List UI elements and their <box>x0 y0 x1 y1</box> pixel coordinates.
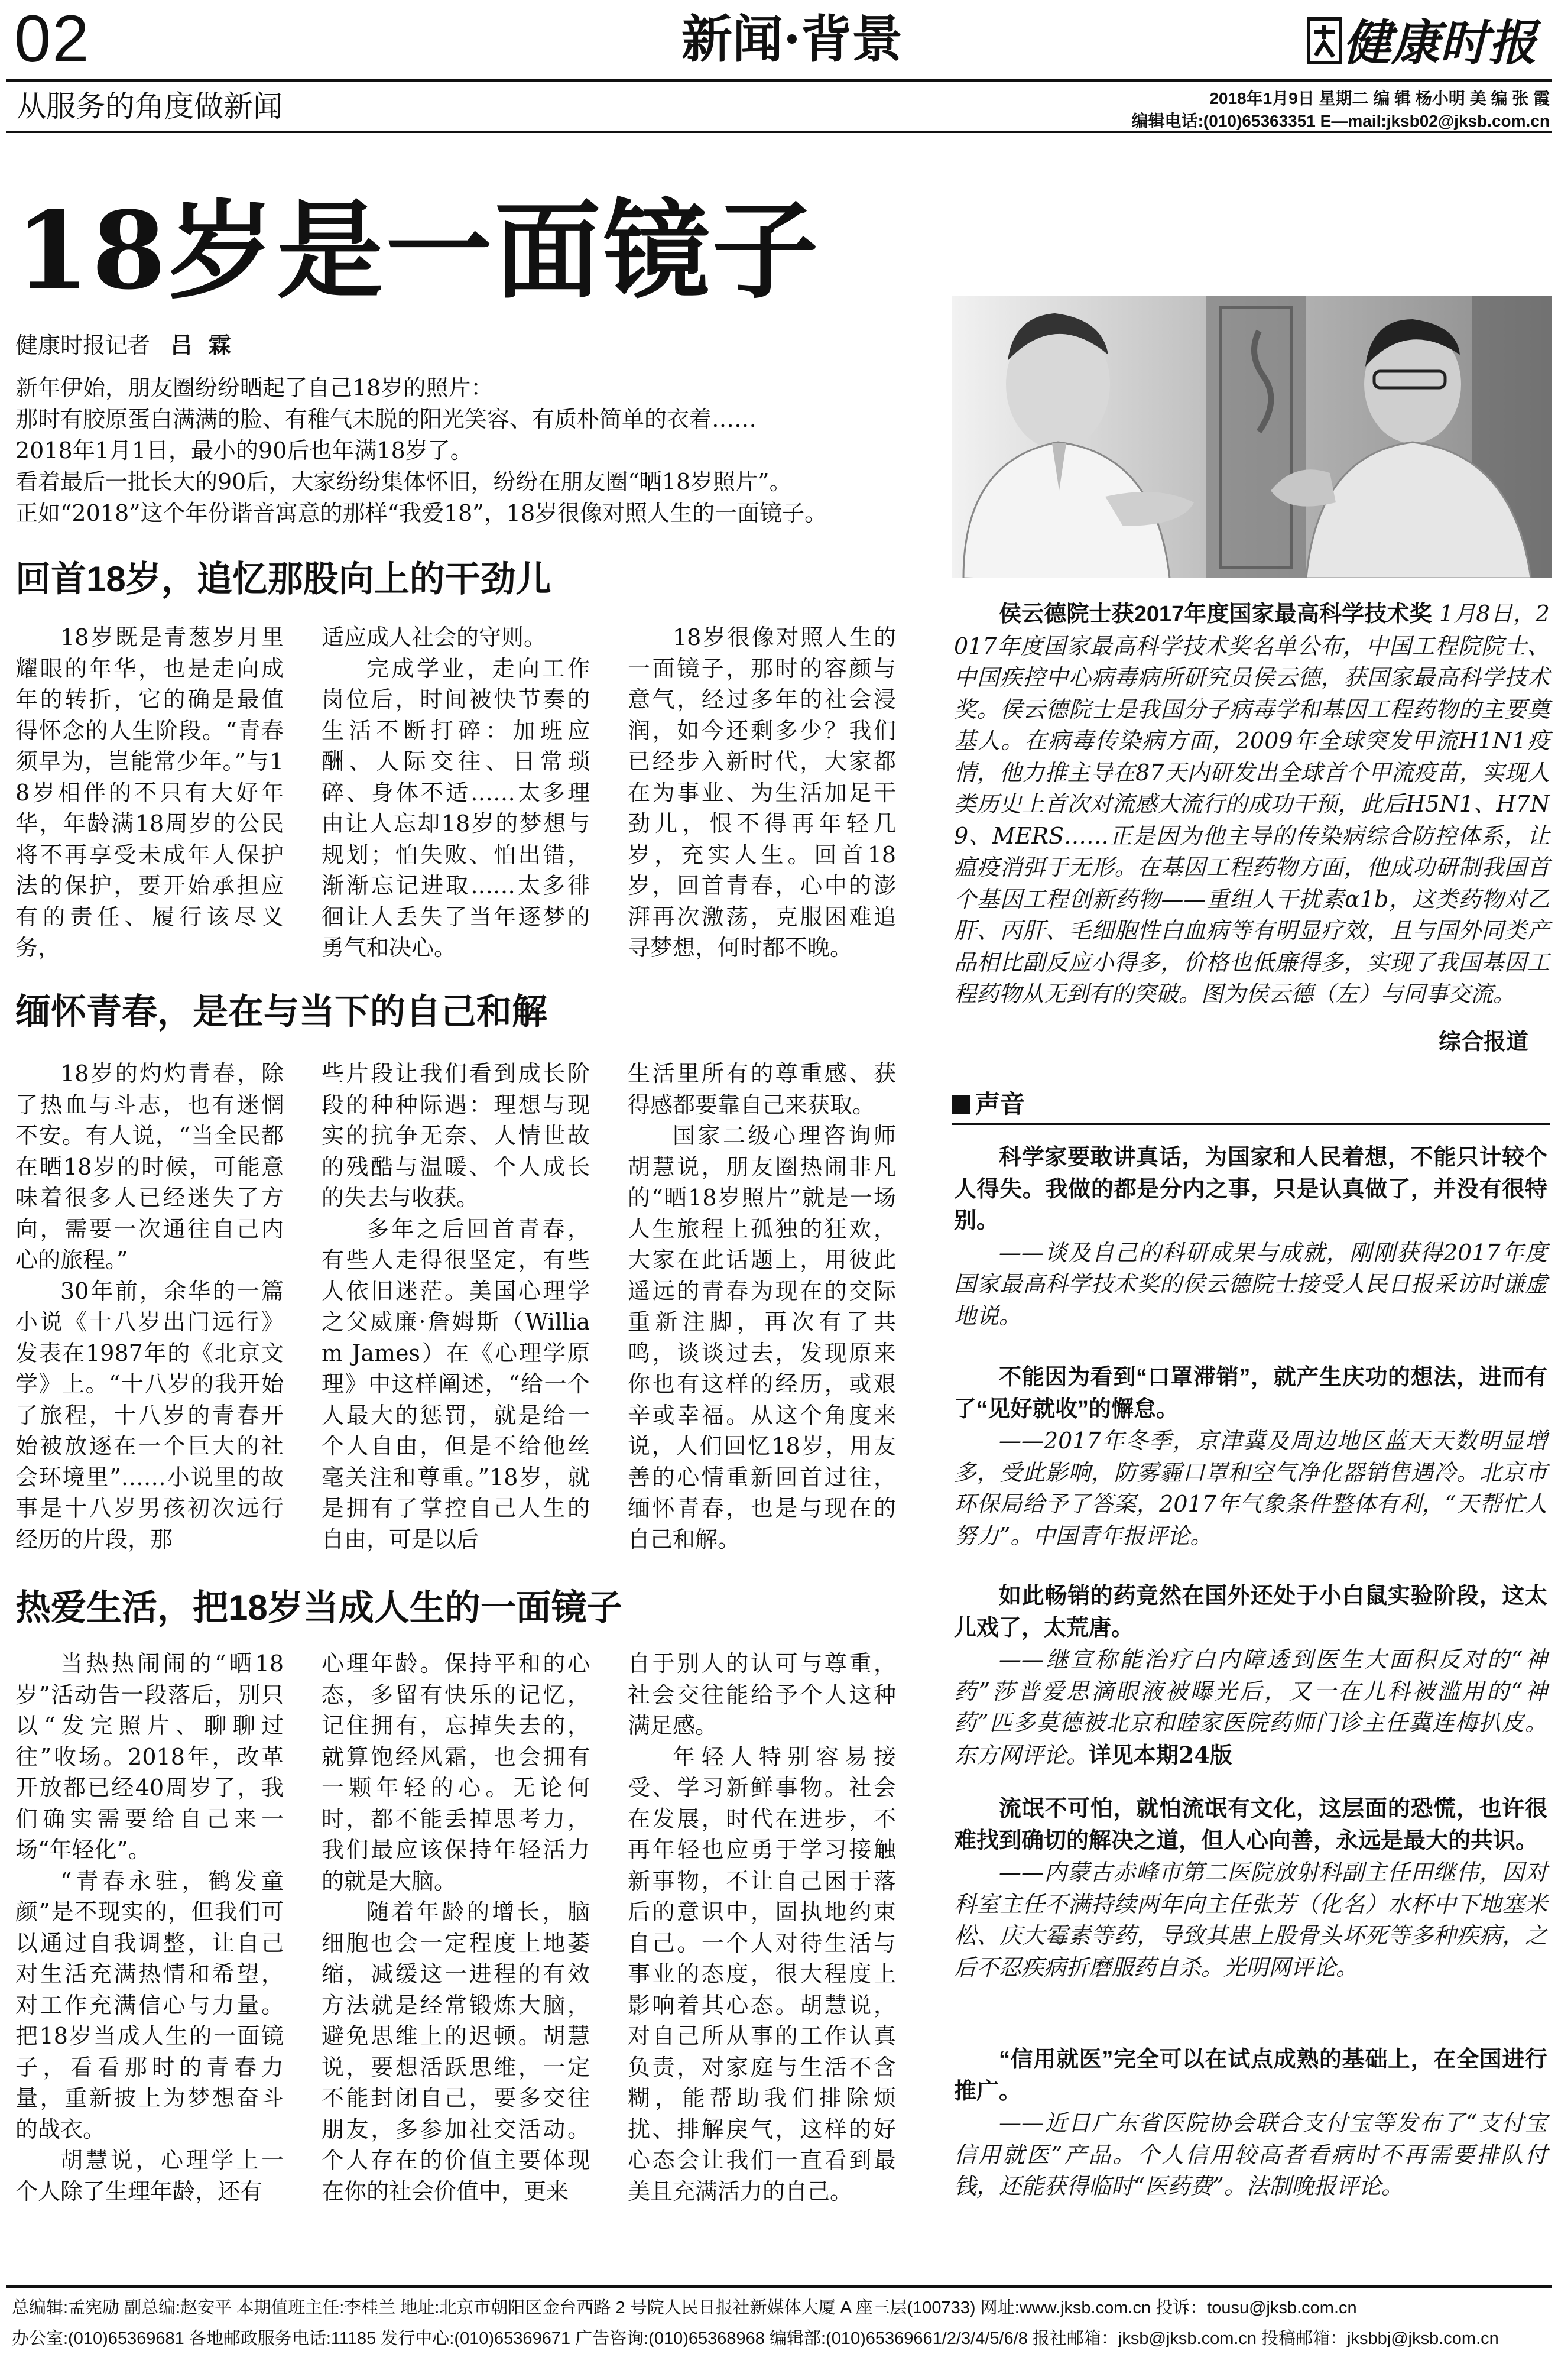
article-column <box>15 1648 284 2207</box>
section-heading: 热爱生活，把18岁当成人生的一面镜子 <box>15 1588 622 1627</box>
paragraph: 自于别人的认可与尊重，社会交往能给予个人这种满足感。 <box>628 1651 896 1739</box>
news-photo <box>952 296 1552 578</box>
caption-source: 综合报道 <box>1438 1030 1528 1055</box>
byline-name: 吕 霖 <box>170 333 236 358</box>
section-tagline: 从服务的角度做新闻 <box>17 90 283 123</box>
square-bullet-icon <box>952 1095 970 1114</box>
article-column <box>628 1058 896 1555</box>
article-column <box>322 1648 590 2207</box>
paragraph: 18岁既是青葱岁月里耀眼的年华，也是走向成年的转折，它的确是最值得怀念的人生阶段。“青春须早为，岂能常少年。”与18岁相伴的不只有大好年华，年龄满18周岁的公民将不再享受未成年人保护法的保护，要开始承担应有的责任、履行该尽义务， <box>15 624 284 961</box>
issue-meta <box>1132 87 1550 132</box>
paragraph: 30年前，余华的一篇小说《十八岁出门远行》发表在1987年的《北京文学》上。“十八岁的我开始了旅程，十八岁的青春开始被放逐在一个巨大的社会环境里”……小说里的故事是十八岁男孩初次远行经历的片段，那 <box>15 1277 284 1552</box>
paragraph: 随着年龄的增长，脑细胞也会一定程度上地萎缩，减缓这一进程的有效方法就是经常锻炼大脑，避免思维上的迟顿。胡慧说，要想活跃思维，一定不能封闭自己，要多交往朋友，多参加社交活动。个人存在的价值主要体现在你的社会价值中，更来 <box>322 1899 590 2204</box>
section-heading: 回首18岁，追忆那股向上的干劲儿 <box>15 559 551 599</box>
section-heading: 缅怀青春，是在与当下的自己和解 <box>15 992 547 1032</box>
voice-source <box>954 1237 1547 1332</box>
voice-source <box>954 2107 1547 2203</box>
masthead-rule-bottom <box>6 131 1552 133</box>
voice-item <box>954 2044 1547 2203</box>
footer-rule <box>6 2285 1552 2288</box>
paragraph: 胡慧说，心理学上一个人除了生理年龄，还有 <box>15 2147 284 2204</box>
intro-line: 2018年1月1日，最小的90后也年满18岁了。 <box>15 437 473 463</box>
paragraph: 心理年龄。保持平和的心态，多留有快乐的记忆，记住拥有，忘掉失去的，就算饱经风霜，也会拥有一颗年轻的心。无论何时，都不能丢掉思考力，我们最应该保持年轻活力的就是大脑。 <box>322 1651 590 1894</box>
voice-item <box>954 1581 1547 1771</box>
voice-source <box>954 1425 1547 1552</box>
footer-line: 办公室:(010)65369681 各地邮政服务电话:11185 发行中心:(010)65369671 广告咨询:(010)65368968 编辑部:(010)65369661/2/3/4/5/6/8 报社邮箱：jksb@jksb.com.cn 投稿邮箱：jksbbj@jksb.com.cn <box>12 2329 1499 2348</box>
photo-caption <box>954 598 1550 1010</box>
paragraph: 多年之后回首青春，有些人走得很坚定，有些人依旧迷茫。美国心理学之父威廉·詹姆斯（William James）在《心理学原理》中这样阐述，“给一个人最大的惩罚，就是给一个人自由，但是不给他丝毫关注和尊重。”18岁，就是拥有了掌控自己人生的自由，可是以后 <box>322 1215 590 1552</box>
byline <box>15 331 236 361</box>
paragraph: 生活里所有的尊重感、获得感都要靠自己来获取。 <box>628 1061 896 1118</box>
intro-line: 看着最后一批长大的90后，大家纷纷集体怀旧，纷纷在朋友圈“晒18岁照片”。 <box>15 469 792 495</box>
voice-source-ref: 详见本期24版 <box>1089 1741 1232 1768</box>
intro-line: 那时有胶原蛋白满满的脸、有稚气未脱的阳光笑容、有质朴简单的衣着…… <box>15 406 757 432</box>
paper-logo-icon <box>1306 14 1344 67</box>
voice-heading-label: 声音 <box>975 1090 1025 1118</box>
article-column <box>15 1058 284 1555</box>
intro-line: 正如“2018”这个年份谐音寓意的那样“我爱18”，18岁很像对照人生的一面镜子。 <box>15 500 827 526</box>
voice-source <box>954 1644 1547 1771</box>
article-column <box>322 1058 590 1555</box>
paragraph: 国家二级心理咨询师胡慧说，朋友圈热闹非凡的“晒18岁照片”就是一场人生旅程上孤独的狂欢，大家在此话题上，用彼此遥远的青春为现在的交际重新注脚，再次有了共鸣，谈谈过去，发现原来你也有这样的经历，或艰辛或幸福。从这个角度来说，人们回忆18岁，用友善的心情重新回首过往，缅怀青春，也是与现在的自己和解。 <box>628 1123 896 1552</box>
paragraph: 当热热闹闹的“晒18岁”活动告一段落后，别只以“发完照片、聊聊过往”收场。2018年，改革开放都已经40周岁了，我们确实需要给自己来一场“年轻化”。 <box>15 1651 284 1863</box>
page-number: 02 <box>14 2 90 76</box>
issue-date-editors: 2018年1月9日 星期二 编 辑 杨小明 美 编 张 霞 <box>1209 89 1550 108</box>
paragraph: 18岁的灼灼青春，除了热血与斗志，也有迷惘不安。有人说，“当全民都在晒18岁的时候，可能意味着很多人已经迷失了方向，需要一次通往自己内心的旅程。” <box>15 1061 284 1273</box>
byline-label: 健康时报记者 <box>15 333 151 358</box>
voice-source-text: ——2017年冬季，京津冀及周边地区蓝天天数明显增多，受此影响，防雾霾口罩和空气净化器销售遇冷。北京市环保局给予了答案，2017年气象条件整体有利，“天帮忙人努力”。中国青年报评论。 <box>954 1428 1547 1549</box>
photo-illustration <box>952 296 1552 578</box>
voice-quote: “信用就医”完全可以在试点成熟的基础上，在全国进行推广。 <box>954 2047 1547 2104</box>
paragraph: 些片段让我们看到成长阶段的种种际遇：理想与现实的抗争无奈、人情世故的残酷与温暖、个人成长的失去与收获。 <box>322 1061 590 1211</box>
paragraph: 适应成人社会的守则。 <box>322 624 547 650</box>
paragraph: 年轻人特别容易接受、学习新鲜事物。社会在发展，时代在进步，不再年轻也应勇于学习接触新事物，不让自己困于落后的意识中，固执地约束自己。一个人对待生活与事业的态度，很大程度上影响着其心态。胡慧说，对自己所从事的工作认真负责，对家庭与生活不含糊，能帮助我们排除烦扰、排解戾气，这样的好心态会让我们一直看到最美且充满活力的自己。 <box>628 1743 896 2204</box>
voice-rule <box>952 1123 1550 1125</box>
article-column <box>15 622 284 964</box>
voice-heading <box>952 1087 1025 1122</box>
editorial-contact: 编辑电话:(010)65363351 E—mail:jksb02@jksb.com.cn <box>1131 112 1550 130</box>
paper-logo <box>1306 11 1554 76</box>
caption-body: 1月8日，2017年度国家最高科学技术奖名单公布，中国工程院院士、中国疾控中心病毒病所研究员侯云德，获国家最高科学技术奖。侯云德院士是我国分子病毒学和基因工程药物的主要奠基人。在病毒传染病方面，2009年全球突发甲流H1N1疫情，他力推主导在87天内研发出全球首个甲流疫苗，实现人类历史上首次对流感大流行的成功干预，此后H5N1、H7N9、MERS……正是因为他主导的传染病综合防控体系，让瘟疫消弭于无形。在基因工程药物方面，他成功研制我国首个基因工程创新药物——重组人干扰素α1b，这类药物对乙肝、丙肝、毛细胞性白血病等有明显疗效，且与国外同类产品相比副反应小得多，价格也低廉得多，实现了我国基因工程药物从无到有的突破。图为侯云德（左）与同事交流。 <box>954 601 1550 1007</box>
paragraph: 完成学业，走向工作岗位后，时间被快节奏的生活不断打碎：加班应酬、人际交往、日常琐碎、身体不适……太多理由让人忘却18岁的梦想与规划；怕失败、怕出错，渐渐忘记进取……太多徘徊让人丢失了当年逐梦的勇气和决心。 <box>322 655 590 961</box>
voice-item <box>954 1362 1547 1552</box>
voice-source <box>954 1857 1547 1983</box>
paragraph: “青春永驻，鹤发童颜”是不现实的，但我们可以通过自我调整，让自己对生活充满热情和希望，对工作充满信心与力量。把18岁当成人生的一面镜子，看看那时的青春力量，重新披上为梦想奋斗的战衣。 <box>15 1867 284 2142</box>
voice-quote: 如此畅销的药竟然在国外还处于小白鼠实验阶段，这太儿戏了，太荒唐。 <box>954 1584 1547 1640</box>
footer-line: 总编辑:孟宪励 副总编:赵安平 本期值班主任:李桂兰 地址:北京市朝阳区金台西路 2 号院人民日报社新媒体大厦 A 座三层(100733) 网址:www.jksb.com.cn 投诉：tousu@jksb.com.cn <box>12 2298 1357 2317</box>
voice-quote: 流氓不可怕，就怕流氓有文化，这层面的恐慌，也许很难找到确切的解决之道，但人心向善，永远是最大的共识。 <box>954 1797 1547 1853</box>
article-intro <box>15 372 926 529</box>
masthead-rule <box>6 79 1552 82</box>
voice-item <box>954 1142 1547 1332</box>
article-headline: 18岁是一面镜子 <box>15 189 821 313</box>
article-column <box>628 1648 896 2207</box>
footer <box>12 2293 1549 2354</box>
voice-quote: 不能因为看到“口罩滞销”，就产生庆功的想法，进而有了“见好就收”的懈怠。 <box>954 1365 1547 1422</box>
section-title: 新闻·背景 <box>681 9 903 69</box>
voice-source-text: ——内蒙古赤峰市第二医院放射科副主任田继伟，因对科室主任不满持续两年向主任张芳（化名）水杯中下地塞米松、庆大霉素等药，导致其患上股骨头坏死等多种疾病，之后不忍疾病折磨服药自杀。光明网评论。 <box>954 1859 1547 1980</box>
intro-line: 新年伊始，朋友圈纷纷晒起了自己18岁的照片： <box>15 375 494 401</box>
voice-source-text: ——近日广东省医院协会联合支付宝等发布了“支付宝信用就医”产品。个人信用较高者看病时不再需要排队付钱，还能获得临时“医药费”。法制晚报评论。 <box>954 2110 1547 2199</box>
caption-lead: 侯云德院士获2017年度国家最高科学技术奖 <box>999 602 1432 627</box>
voice-item <box>954 1794 1547 1983</box>
paper-name: 健康时报 <box>1343 15 1537 72</box>
article-column <box>628 622 896 964</box>
paragraph: 18岁很像对照人生的一面镜子，那时的容颜与意气，经过多年的社会浸润，如今还剩多少？我们已经步入新时代，大家都在为事业、为生活加足干劲儿，恨不得再年轻几岁，充实人生。回首18岁，回首青春，心中的澎湃再次激荡，克服困难追寻梦想，何时都不晚。 <box>628 624 896 961</box>
voice-source-text: ——继宣称能治疗白内障透到医生大面积反对的“神药”莎普爱思滴眼液被曝光后，又一在儿科被滥用的“神药”匹多莫德被北京和睦家医院药师门诊主任冀连梅扒皮。东方网评论。 <box>954 1646 1547 1768</box>
voice-quote: 科学家要敢讲真话，为国家和人民着想，不能只计较个人得失。我做的都是分内之事，只是认真做了，并没有很特别。 <box>954 1145 1547 1233</box>
article-column <box>322 622 590 964</box>
voice-source-text: ——谈及自己的科研成果与成就，刚刚获得2017年度国家最高科学技术奖的侯云德院士接受人民日报采访时谦虚地说。 <box>954 1239 1547 1329</box>
